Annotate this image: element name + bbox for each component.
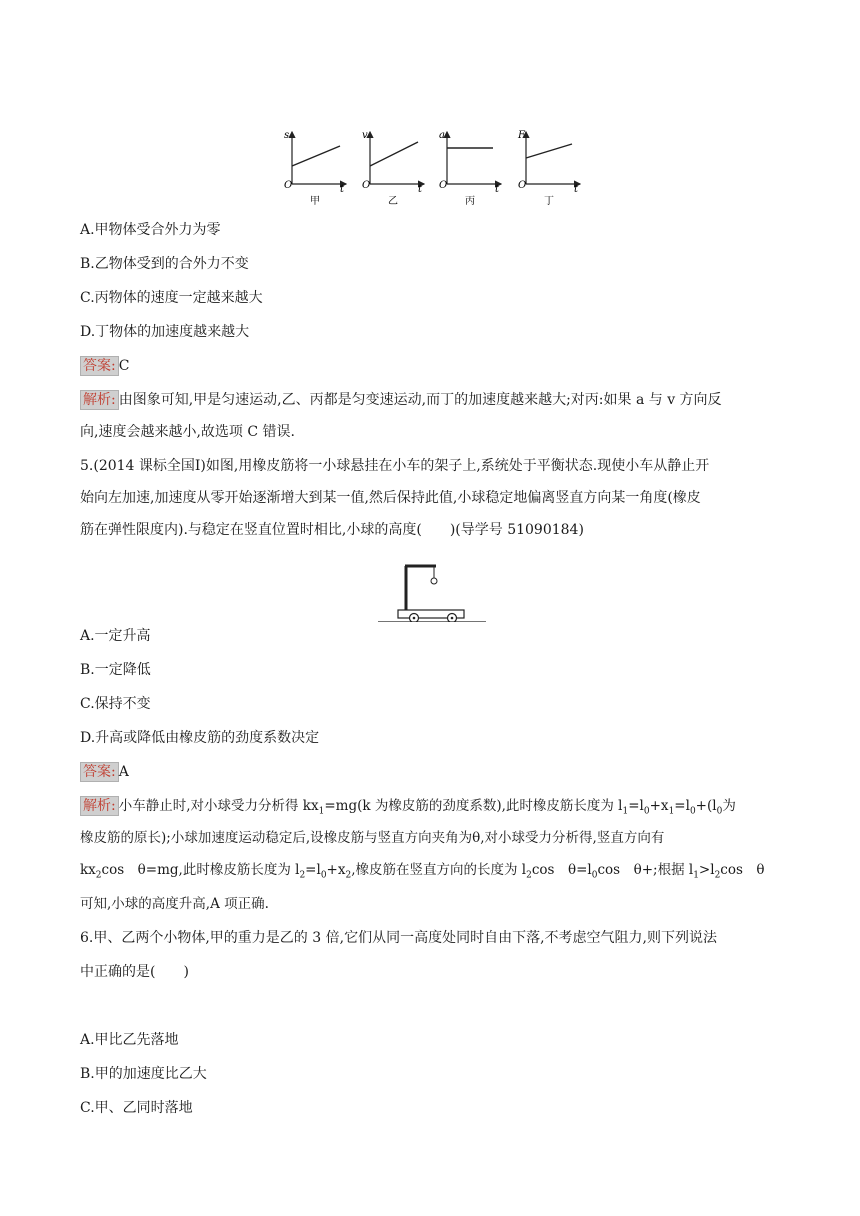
q5-option-d: D.升高或降低由橡皮筋的劲度系数决定 [80,730,320,746]
subscript: 2 [299,870,306,881]
text: kx [80,862,96,878]
graph-caption: 丙 [465,196,475,207]
text: +x [649,798,669,814]
text: >l [698,862,715,878]
analysis-label: 解析: [80,796,119,816]
q5-stem-line1: 5.(2014 课标全国Ⅰ)如图,用橡皮筋将一小球悬挂在小车的架子上,系统处于平衡状态.现使小车从静止开 [80,458,710,474]
answer-value: A [118,764,129,780]
subscript: 2 [345,870,352,881]
subscript: 2 [714,870,721,881]
q6-stem-line1: 6.甲、乙两个小物体,甲的重力是乙的 3 倍,它们从同一高度处同时自由下落,不考虑空气阻力,则下列说法 [80,930,717,946]
answer-label: 答案: [80,762,119,782]
text: cos θ [720,862,765,878]
y-axis-label: v [362,130,368,141]
subscript: 0 [689,806,696,817]
origin-label: O [362,180,371,191]
origin-label: O [518,180,527,191]
subscript: 1 [318,806,325,817]
text: 为 [722,798,736,814]
graph-caption: 甲 [310,196,320,207]
text: cos θ=l [531,862,592,878]
y-axis-label: F [518,130,525,141]
answer-value: C [118,358,130,374]
analysis-text: 由图象可知,甲是匀速运动,乙、丙都是匀变速运动,而丁的加速度越来越大;对丙:如果 a 与 v 方向反 [118,392,722,408]
y-axis-label: a [439,130,445,141]
y-axis-label: s [284,130,290,141]
subscript: 2 [526,870,532,881]
analysis-label: 解析: [80,390,119,410]
q4-option-b: B.乙物体受到的合外力不变 [80,256,249,272]
subscript: 0 [591,870,598,881]
graph-v-t [362,130,424,207]
q5-analysis-line1 [80,796,736,816]
q5-option-b: B.一定降低 [80,662,151,678]
graph-s-t [284,130,346,207]
text: =l [628,798,644,814]
text: =l [305,862,321,878]
origin-label: O [284,180,293,191]
q4-answer [80,356,129,376]
text: +x [326,862,346,878]
q4-option-d: D.丁物体的加速度越来越大 [80,324,250,340]
x-axis-label: t [574,184,579,195]
q5-option-a: A.一定升高 [80,628,151,644]
text: =mg(k 为橡皮筋的劲度系数),此时橡皮筋长度为 l [324,798,623,814]
q5-analysis-line2: 橡皮筋的原长);小球加速度运动稳定后,设橡皮筋与竖直方向夹角为θ,对小球受力分析得,竖直方向有 [80,830,665,846]
q4-analysis-line2: 向,速度会越来越小,故选项 C 错误. [80,424,295,440]
subscript: 0 [643,806,650,817]
q6-option-c: C.甲、乙同时落地 [80,1100,193,1116]
q5-analysis-line4: 可知,小球的高度升高,A 项正确. [80,896,269,912]
q4-analysis-line1 [80,390,722,410]
x-axis-label: t [495,184,500,195]
text: cos θ=mg,此时橡皮筋长度为 l [101,862,300,878]
graph-caption: 丁 [544,196,554,207]
graph-a-t [439,130,501,207]
graph-F-t [517,130,580,207]
q4-option-a: A.甲物体受合外力为零 [80,222,221,238]
text: cos θ+;根据 l [597,862,694,878]
text: +(l [695,798,717,814]
subscript: 0 [320,870,327,881]
text: 小车静止时,对小球受力分析得 kx [118,798,319,814]
subscript: 0 [716,806,723,817]
q5-analysis-line3 [80,860,765,880]
motion-graphs-figure [280,128,600,208]
subscript: 2 [95,870,102,881]
answer-label: 答案: [80,356,119,376]
q6-stem-line2: 中正确的是( ) [80,964,189,980]
x-axis-label: t [418,184,423,195]
subscript: 1 [693,870,699,881]
q6-option-b: B.甲的加速度比乙大 [80,1066,207,1082]
subscript: 1 [668,806,675,817]
q5-answer [80,762,129,782]
origin-label: O [439,180,448,191]
graph-caption: 乙 [388,196,398,207]
q5-option-c: C.保持不变 [80,696,151,712]
q5-stem-line2: 始向左加速,加速度从零开始逐渐增大到某一值,然后保持此值,小球稳定地偏离竖直方向某一角度(橡皮 [80,490,701,506]
cart-figure [378,552,488,622]
subscript: 1 [622,806,629,817]
q5-stem-line3: 筋在弹性限度内).与稳定在竖直位置时相比,小球的高度( )(导学号 51090184) [80,522,584,538]
text: =l [674,798,690,814]
q6-option-a: A.甲比乙先落地 [80,1032,179,1048]
x-axis-label: t [340,184,345,195]
text: ,橡皮筋在竖直方向的长度为 l [351,862,527,878]
q4-option-c: C.丙物体的速度一定越来越大 [80,290,263,306]
